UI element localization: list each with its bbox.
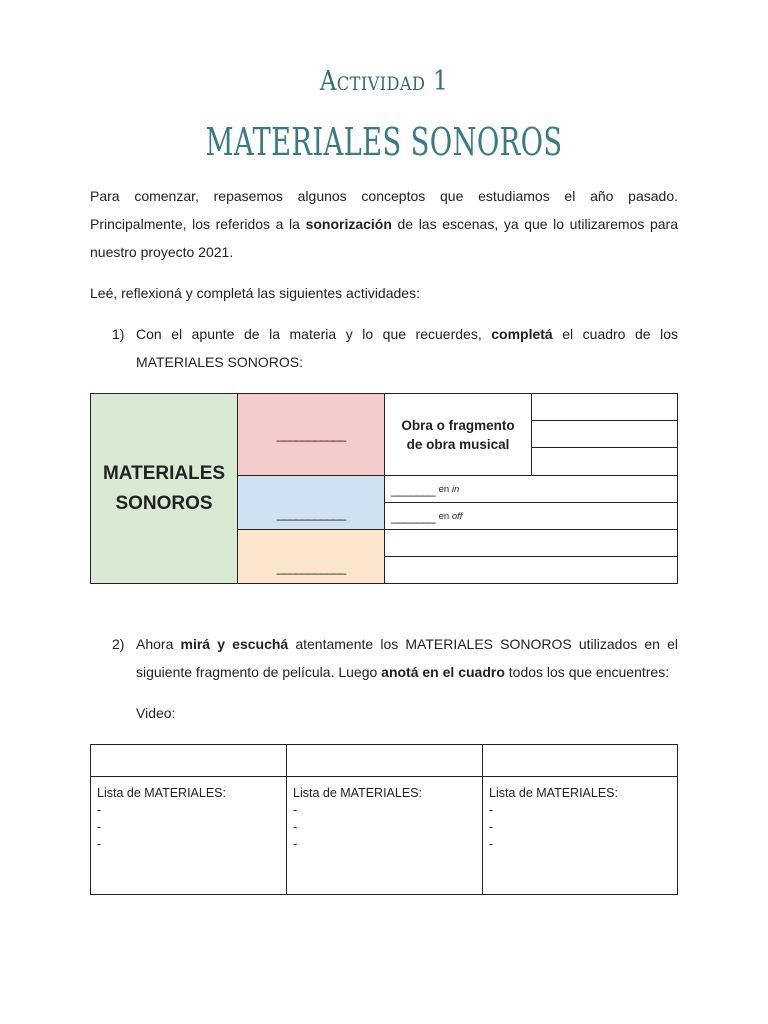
keyword-sonorizacion: sonorización [305, 216, 392, 232]
list-cell[interactable]: Lista de MATERIALES: - - - [482, 776, 678, 895]
page-title: MATERIALES SONOROS [205, 120, 563, 164]
materials-main-cell: MATERIALES SONOROS [90, 393, 238, 584]
answer-cell[interactable] [531, 393, 678, 421]
blank-line: ___________ [276, 427, 346, 442]
category-cell-1[interactable] [237, 393, 385, 476]
intro-paragraph: Para comenzar, repasemos algunos conceptos que estudiamos el año pasado. Principalmente, los referidos a la sonorización de las escenas, ya que lo utilizaremos para nuestro proyecto 2021. [90, 188, 678, 260]
obra-cell: Obra o fragmento de obra musical [384, 393, 532, 476]
answer-cell[interactable] [384, 529, 678, 557]
en-in-row[interactable]: _______ en in [384, 475, 678, 503]
list-item-1 [112, 320, 678, 376]
list-item-2 [112, 630, 678, 686]
instructions-paragraph: Leé, reflexioná y completá las siguientes actividades: [90, 285, 420, 301]
header-cell[interactable] [482, 744, 678, 777]
materials-table [90, 393, 678, 584]
activity-label: Actividad 1 [319, 66, 449, 97]
list-number: 2) [112, 636, 125, 652]
list-cell[interactable]: Lista de MATERIALES: - - - [90, 776, 287, 895]
video-label: Video: [136, 705, 176, 721]
list-text: Con el apunte de la materia y lo que recuerdes, completá el cuadro de los MATERIALES SONOROS: [136, 326, 678, 370]
category-cell-2[interactable] [237, 475, 385, 530]
blank-line: ___________ [276, 560, 346, 575]
answer-cell[interactable] [384, 556, 678, 584]
header-cell[interactable] [90, 744, 287, 777]
en-off-row[interactable]: _______ en off [384, 502, 678, 530]
list-number: 1) [112, 326, 125, 342]
answer-cell[interactable] [531, 420, 678, 448]
category-cell-3[interactable] [237, 529, 385, 584]
blank-line: ___________ [276, 506, 346, 521]
answer-cell[interactable] [531, 447, 678, 476]
list-text: Ahora mirá y escuchá atentamente los MATERIALES SONOROS utilizados en el siguiente fragmento de película. Luego anotá en el cuadro todos los que encuentres: [136, 636, 679, 680]
video-materials-table [90, 744, 678, 895]
list-cell[interactable]: Lista de MATERIALES: - - - [286, 776, 483, 895]
header-cell[interactable] [286, 744, 483, 777]
